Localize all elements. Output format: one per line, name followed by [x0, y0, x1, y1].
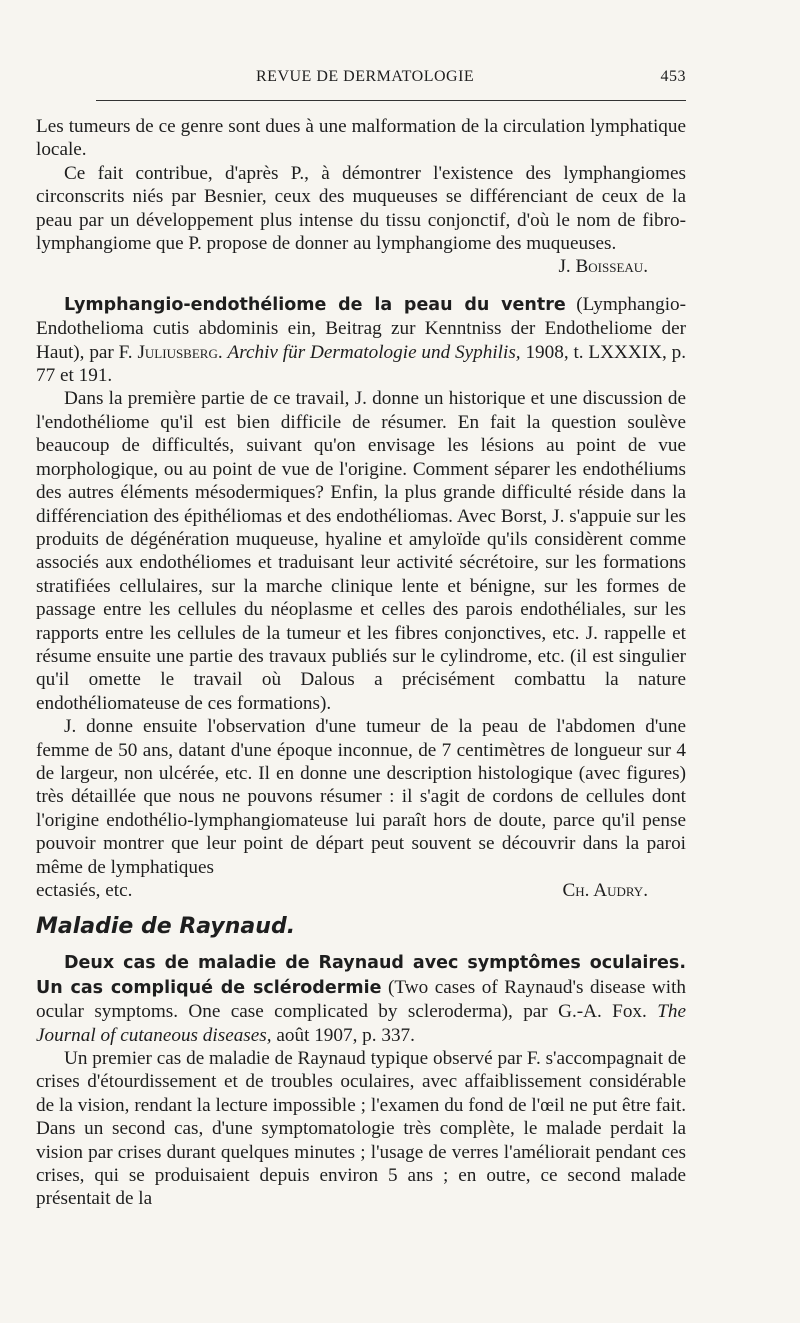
- paragraph-raynaud-cases: Un premier cas de maladie de Raynaud typique observé par F. s'accompagnait de crises d'étourdissement et de troubles oculaires, avec affaiblissement considérable de la vision, rendant la lecture impossible ; l'examen du fond de l'œil ne put être fait. Dans un second cas, d'une symptomatologie très complète, le malade perdait la vision par crises durant quelques minutes ; l'usage de verres l'améliorait pendant ces crises, qui se produisaient depuis environ 5 ans ; en outre, ce second malade présentait de la: [36, 1048, 686, 1210]
- article-subtitle-raynaud: (Two cases of Raynaud's disease with ocular symptoms. One case complicated by scleroderma), par G.-A. Fox.: [36, 976, 687, 1023]
- paragraph-tumeurs: Les tumeurs de ce genre sont dues à une malformation de la circulation lymphatique locale.: [36, 116, 686, 161]
- paragraph-lymphangiomes-text: Ce fait contribue, d'après P., à démontrer l'existence des lymphangiomes circonscrits niés par Besnier, ceux des muqueuses se différenciant de ceux de la peau par un développement plus intense du tissu conjonctif, d'où le nom de fibro-lymphangiome que P. propose de donner au lymphangiome des muqueuses.: [36, 162, 686, 255]
- page: [36, 60, 686, 1211]
- article-title-lymphangio: Lymphangio-endothéliome de la peau du ventre: [64, 294, 566, 315]
- article-ref-archiv: 1908, t. LXXXIX, p. 77 et 191.: [36, 341, 686, 387]
- article-subtitle-lymphangio: (Lymphangio-Endothelioma cutis abdominis ein, Beitrag zur Kenntniss der Endotheliome der Haut), par: [36, 293, 687, 363]
- article-title-raynaud: Deux cas de maladie de Raynaud avec symptômes oculaires. Un cas compliqué de sclérodermie: [36, 953, 686, 998]
- article-journal-archiv: Archiv für Dermatologie und Syphilis,: [227, 341, 521, 363]
- signature-line-audry: [36, 879, 686, 902]
- article-author-juliusberg: F. Juliusberg.: [118, 341, 223, 363]
- article-ref-cutaneous: août 1907, p. 337.: [276, 1024, 415, 1046]
- signature-line-boisseau: [36, 255, 686, 278]
- paragraph-lymphangiomes: [36, 162, 686, 256]
- article-journal-cutaneous: The Journal of cutaneous diseases,: [36, 1001, 686, 1046]
- article-heading-lymphangio: [36, 293, 686, 388]
- section-title-raynaud: Maladie de Raynaud.: [36, 914, 296, 940]
- header-rule: [96, 100, 686, 101]
- signature-boisseau: J. Boisseau.: [558, 256, 648, 278]
- running-head: [36, 60, 686, 90]
- paragraph-observation-last: ectasiés, etc.: [36, 880, 133, 901]
- paragraph-observation: J. donne ensuite l'observation d'une tumeur de la peau de l'abdomen d'une femme de 50 ans, datant d'une époque inconnue, de 7 centimètres de longueur sur 4 de largeur, non ulcérée, etc. Il en donne une description histologique (avec figures) très détaillée que nous ne pouvons résumer : il s'agit de cordons de cellules dont l'origine endothélio-lymphangiomateuse lui paraît hors de doute, parce qu'il pense pouvoir montrer que leur point de départ peut souvent se découvrir dans la paroi même de lymphatiques: [36, 716, 686, 878]
- article-heading-raynaud: [36, 951, 686, 1047]
- paragraph-historique: Dans la première partie de ce travail, J. donne un historique et une discussion de l'endothéliome qu'il est bien difficile de résumer. En fait la question soulève beaucoup de difficultés, suivant qu'on envisage les lésions au point de vue morphologique, ou au point de vue de l'origine. Comment séparer les endothéliums des autres éléments mésodermiques? Enfin, la plus grande difficulté réside dans la différenciation des épithéliomas et des endothéliomas. Avec Borst, J. s'appuie sur les produits de dégénération muqueuse, hyaline et amyloïde qu'ils considèrent comme associés aux endothéliomes et traduisant leur activité sécrétoire, sur les formations stratifiées cellulaires, sur la marche clinique lente et bénigne, sur les formes de passage entre les cellules du néoplasme et celles des parois endothéliales, sur les rapports entre les cellules de la tumeur et les fibres conjonctives, etc. J. rappelle et résume ensuite une partie des travaux publiés sur le cylindrome, etc. (il est singulier qu'il omette le travail où Dalous a précisément combattu la nature endothéliomateuse de ces formations).: [36, 388, 686, 714]
- signature-audry: Ch. Audry.: [562, 880, 648, 901]
- journal-header-title: REVUE DE DERMATOLOGIE: [256, 68, 475, 85]
- page-number: 453: [660, 68, 686, 85]
